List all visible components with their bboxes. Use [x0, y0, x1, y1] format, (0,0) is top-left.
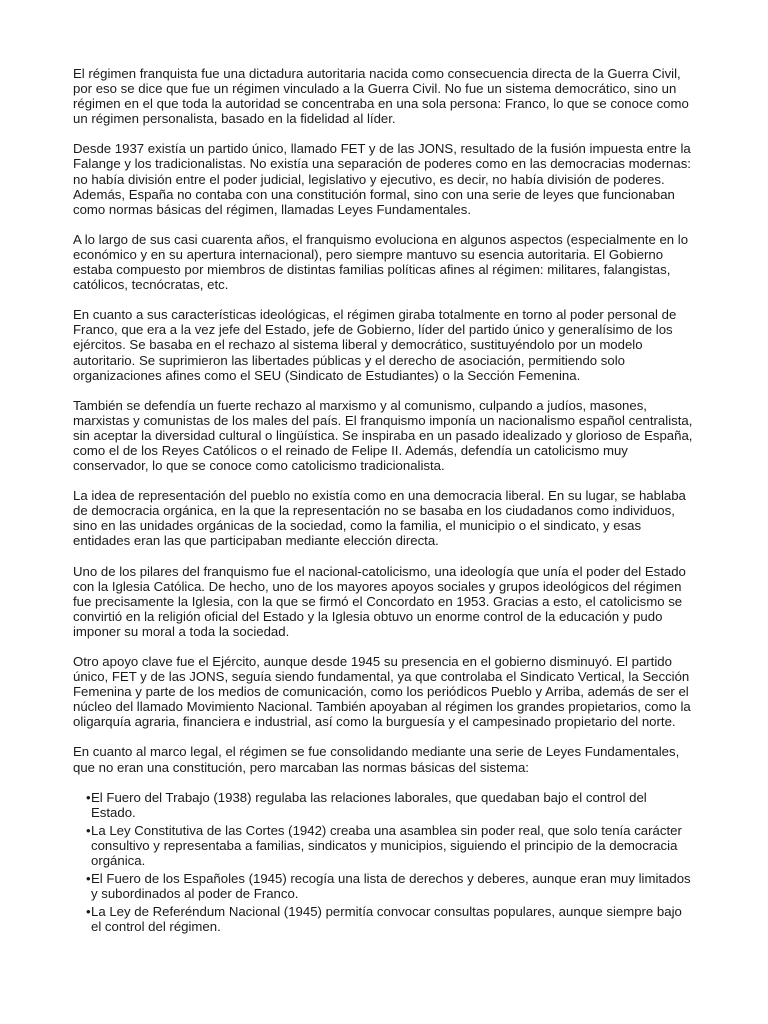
list-item-text: El Fuero del Trabajo (1938) regulaba las relaciones laborales, que quedaban bajo el control del Estado. [91, 789, 647, 820]
paragraph-democracia-organica: La idea de representación del pueblo no existía como en una democracia liberal. En su lugar, se hablaba de democracia orgánica, en la que la representación no se basaba en los ciudadanos como individuos, sino en las unidades orgánicas de la sociedad, como la familia, el municipio o el sindicato, y esas entidades eran las que participaban mediante elección directa. [73, 488, 686, 549]
bullet-icon: • [86, 822, 91, 838]
list-item [73, 790, 695, 820]
paragraph-apoyos-sociales: Otro apoyo clave fue el Ejército, aunque desde 1945 su presencia en el gobierno disminuyó. El partido único, FET y de las JONS, seguía siendo fundamental, ya que controlaba el Sindicato Vertical, la Sección Femenina y parte de los medios de comunicación, como los periódicos Pueblo y Arriba, además de ser el núcleo del llamado Movimiento Nacional. También apoyaban al régimen los grandes propietarios, como la oligarquía agraria, financiera e industrial, así como la burguesía y el campesinado propietario del norte. [73, 654, 691, 730]
paragraph-marco-legal: En cuanto al marco legal, el régimen se fue consolidando mediante una serie de Leyes Fundamentales, que no eran una constitución, pero marcaban las normas básicas del sistema: [73, 744, 680, 775]
list-item [73, 823, 695, 868]
bullet-icon: • [86, 871, 91, 887]
document-page [73, 66, 695, 938]
paragraph-partido-unico: Desde 1937 existía un partido único, llamado FET y de las JONS, resultado de la fusión impuesta entre la Falange y los tradicionalistas. No existía una separación de poderes como en las democracias modernas: no había división entre el poder judicial, legislativo y ejecutivo, es decir, no había división de poderes. Además, España no contaba con una constitución formal, sino con una serie de leyes que funcionaban como normas básicas del régimen, llamadas Leyes Fundamentales. [73, 141, 691, 217]
list-item-text: La Ley Constitutiva de las Cortes (1942) creaba una asamblea sin poder real, que solo tenía carácter consultivo y representaba a familias, sindicatos y municipios, siguiendo el principio de la democracia orgánica. [91, 822, 682, 869]
paragraph-rechazo-marxismo: También se defendía un fuerte rechazo al marxismo y al comunismo, culpando a judíos, masones, marxistas y comunistas de los males del país. El franquismo imponía un nacionalismo español centralista, sin aceptar la diversidad cultural o lingüística. Se inspiraba en un pasado idealizado y glorioso de España, como el de los Reyes Católicos o el reinado de Felipe II. Además, defendía un catolicismo muy conservador, lo que se conoce como catolicismo tradicionalista. [73, 397, 693, 474]
paragraph-evolucion: A lo largo de sus casi cuarenta años, el franquismo evoluciona en algunos aspectos (especialmente en lo económico y en su apertura internacional), pero siempre mantuvo su esencia autoritaria. El Gobierno estaba compuesto por miembros de distintas familias políticas afines al régimen: militares, falangistas, católicos, tecnócratas, etc. [73, 231, 689, 293]
list-item-text: El Fuero de los Españoles (1945) recogía una lista de derechos y deberes, aunque eran muy limitados y subordinados al poder de Franco. [91, 871, 691, 902]
paragraph-caracteristicas-ideologicas: En cuanto a sus características ideológicas, el régimen giraba totalmente en torno al poder personal de Franco, que era a la vez jefe del Estado, jefe de Gobierno, líder del partido único y generalísimo de los ejércitos. Se basaba en el rechazo al sistema liberal y democrático, sustituyéndolo por un modelo autoritario. Se suprimieron las libertades públicas y el derecho de asociación, permitiendo solo organizaciones afines como el SEU (Sindicato de Estudiantes) o la Sección Femenina. [73, 307, 677, 383]
list-item-text: La Ley de Referéndum Nacional (1945) permitía convocar consultas populares, aunque siempre bajo el control del régimen. [91, 904, 682, 935]
list-item [73, 904, 695, 934]
paragraph-nacional-catolicismo: Uno de los pilares del franquismo fue el nacional-catolicismo, una ideología que unía el poder del Estado con la Iglesia Católica. De hecho, uno de los mayores apoyos sociales y grupos ideológicos del régimen fue precisamente la Iglesia, con la que se firmó el Concordato en 1953. Gracias a esto, el catolicismo se convirtió en la religión oficial del Estado y la Iglesia obtuvo un enorme control de la educación y pudo imponer su moral a toda la sociedad. [73, 563, 686, 639]
bullet-icon: • [86, 789, 91, 805]
bullet-icon: • [86, 904, 91, 920]
leyes-fundamentales-list [73, 790, 695, 935]
list-item [73, 871, 695, 901]
paragraph-regimen-definition: El régimen franquista fue una dictadura autoritaria nacida como consecuencia directa de la Guerra Civil, por eso se dice que fue un régimen vinculado a la Guerra Civil. No fue un sistema democrático, sino un régimen en el que toda la autoridad se concentraba en una sola persona: Franco, lo que se conoce como un régimen personalista, basado en la fidelidad al líder. [73, 66, 689, 127]
